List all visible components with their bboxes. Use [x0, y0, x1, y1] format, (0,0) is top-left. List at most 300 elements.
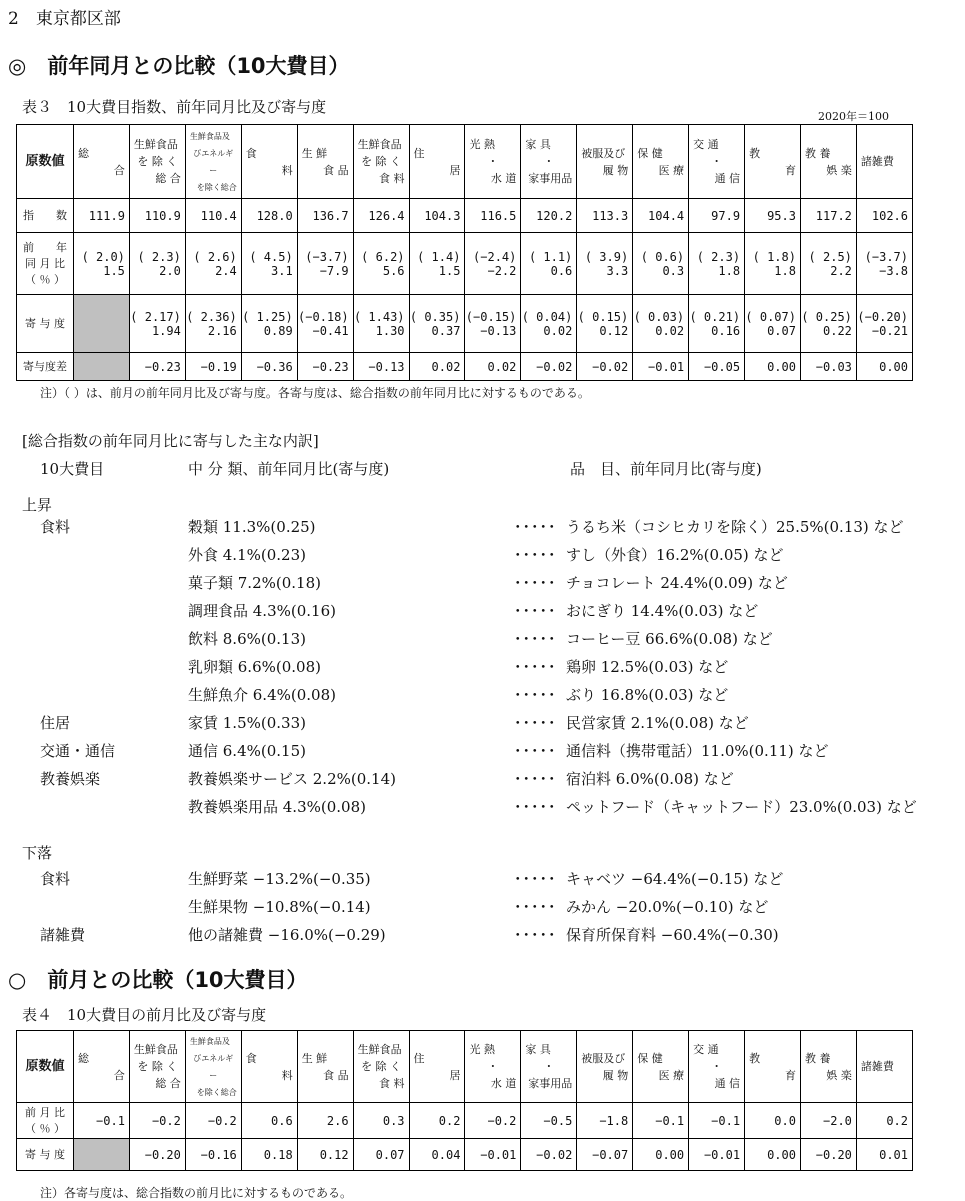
mom-contrib-label: 寄 与 度	[17, 1139, 74, 1171]
down-label: 下落	[22, 844, 53, 862]
value-cell	[353, 233, 409, 295]
header-line: を除く総合	[196, 182, 237, 192]
mid-category: 生鮮魚介 6.4%(0.08)	[188, 686, 336, 704]
header-line: 食	[245, 1051, 257, 1065]
leader-dots: ･････	[514, 714, 557, 732]
yoy-label-1: 前 年	[23, 240, 67, 254]
value-cell: −0.02	[521, 1139, 577, 1171]
header-cell	[633, 125, 689, 199]
header-line: 被服及び	[581, 146, 626, 160]
header-line: 住	[413, 146, 425, 160]
header-line: を 除 く	[137, 155, 178, 168]
header-line: 生鮮食品	[357, 1043, 402, 1056]
header-line: 育	[784, 163, 796, 177]
value-cell: 0.3	[353, 1103, 409, 1139]
mid-category: 穀類 11.3%(0.25)	[188, 518, 316, 536]
header-line: 通 信	[714, 1077, 741, 1090]
header-line: 通 信	[714, 172, 741, 185]
header-line: 家 具	[525, 1043, 551, 1056]
value-cell: −2.0	[800, 1103, 856, 1139]
prev-value: ( 0.03)	[633, 309, 685, 324]
value-cell: −0.5	[521, 1103, 577, 1139]
header-cell	[689, 1031, 745, 1103]
contrib-label: 寄 与 度	[17, 295, 74, 353]
leader-dots: ･････	[514, 926, 557, 944]
header-line: 総 合	[155, 172, 181, 185]
current-value: 5.6	[382, 263, 405, 278]
value-cell: 104.3	[409, 199, 465, 233]
header-line: ・	[487, 1060, 499, 1073]
value-cell	[74, 295, 130, 353]
leader-dots: ･････	[514, 602, 557, 620]
mid-category: 生鮮果物 −10.8%(−0.14)	[188, 898, 371, 916]
header-line: 光 熱	[469, 1043, 495, 1056]
header-line: 合	[113, 1068, 125, 1082]
value-cell	[241, 295, 297, 353]
header-line: 保 健	[637, 1051, 663, 1065]
prev-value: (−0.18)	[298, 309, 349, 324]
value-cell: 126.4	[353, 199, 409, 233]
header-line: 居	[449, 163, 461, 177]
value-cell: −0.05	[689, 353, 745, 381]
current-value: 0.02	[543, 323, 573, 338]
prev-value: ( 1.8)	[752, 249, 796, 264]
value-cell	[689, 233, 745, 295]
header-line: 生鮮食品	[357, 138, 402, 151]
breakdown-col2: 中 分 類、前年同月比(寄与度)	[188, 460, 390, 478]
header-cell	[465, 1031, 521, 1103]
value-cell: 0.01	[856, 1139, 912, 1171]
category-label: 住居	[40, 714, 71, 732]
value-cell: −0.36	[241, 353, 297, 381]
item-detail: うるち米（コシヒカリを除く）25.5%(0.13) など	[566, 518, 904, 536]
mid-category: 調理食品 4.3%(0.16)	[188, 602, 336, 620]
header-cell	[856, 1031, 912, 1103]
value-cell	[74, 353, 130, 381]
header-cell	[800, 1031, 856, 1103]
value-cell	[241, 233, 297, 295]
prev-value: ( 0.6)	[640, 249, 685, 264]
header-line: 生 鮮	[301, 1051, 328, 1065]
header-cell	[297, 125, 353, 199]
header-line: 食 品	[323, 163, 349, 177]
current-value: 0.07	[767, 323, 796, 338]
heading-mom: ○ 前月との比較（10大費目）	[8, 968, 308, 992]
table3-base-year: 2020年＝100	[818, 110, 889, 123]
header-line: びエネルギー	[193, 148, 234, 175]
mom-label-2: （ ％ ）	[25, 1121, 65, 1135]
value-cell: −0.20	[800, 1139, 856, 1171]
header-line: 家事用品	[528, 1077, 573, 1090]
value-cell: −0.16	[185, 1139, 241, 1171]
value-cell: 95.3	[745, 199, 801, 233]
header-line: 水 道	[490, 172, 517, 185]
value-cell: 0.02	[465, 353, 521, 381]
header-line: 家 具	[525, 138, 551, 151]
category-label: 諸雑費	[40, 926, 86, 944]
category-label: 教養娯楽	[40, 770, 101, 788]
header-line: 生 鮮	[301, 146, 328, 160]
prev-value: (−2.4)	[473, 249, 517, 264]
table4-note: 注）各寄与度は、総合指数の前月比に対するものである。	[40, 1186, 353, 1200]
header-line: 食 料	[379, 172, 405, 185]
item-detail: みかん −20.0%(−0.10) など	[566, 898, 769, 916]
value-cell	[297, 233, 353, 295]
header-cell	[129, 1031, 185, 1103]
value-cell: 0.12	[297, 1139, 353, 1171]
header-cell	[856, 125, 912, 199]
current-value: 1.94	[151, 323, 181, 338]
value-cell: −0.23	[297, 353, 353, 381]
header-cell	[521, 125, 577, 199]
leader-dots: ･････	[514, 770, 557, 788]
value-cell: −0.03	[800, 353, 856, 381]
value-cell: −0.2	[185, 1103, 241, 1139]
header-line: を 除 く	[137, 1060, 178, 1073]
current-value: 3.1	[271, 263, 293, 278]
value-cell: 110.9	[129, 199, 185, 233]
header-line: 生鮮食品	[133, 138, 178, 151]
header-cell	[800, 125, 856, 199]
category-label: 交通・通信	[40, 742, 116, 760]
header-cell	[409, 1031, 465, 1103]
table4-caption: 表４ 10大費目の前月比及び寄与度	[22, 1006, 267, 1024]
header-cell	[74, 1031, 130, 1103]
value-cell: 128.0	[241, 199, 297, 233]
prev-value: ( 6.2)	[361, 249, 405, 264]
value-cell: −0.2	[465, 1103, 521, 1139]
heading-yoy: ◎ 前年同月との比較（10大費目）	[8, 54, 350, 78]
table3-caption: 表３ 10大費目指数、前年同月比及び寄与度	[22, 98, 327, 116]
prev-value: ( 1.1)	[528, 249, 573, 264]
prev-value: ( 4.5)	[249, 249, 293, 264]
item-detail: 通信料（携帯電話）11.0%(0.11) など	[566, 742, 829, 760]
item-detail: ペットフード（キャットフード）23.0%(0.03) など	[566, 798, 917, 816]
value-cell: −0.1	[633, 1103, 689, 1139]
header-cell	[241, 125, 297, 199]
value-cell	[521, 295, 577, 353]
current-value: 0.12	[599, 323, 629, 338]
current-value: 1.5	[438, 263, 461, 278]
header-line: 総	[78, 1051, 89, 1065]
table3-note: 注）（ ）は、前月の前年同月比及び寄与度。各寄与度は、総合指数の前年同月比に対するものである。	[40, 386, 590, 400]
leader-dots: ･････	[514, 518, 557, 536]
header-line: 食 品	[323, 1068, 349, 1082]
header-cell	[409, 125, 465, 199]
header-cell	[521, 1031, 577, 1103]
prev-value: (−0.20)	[857, 309, 908, 324]
value-cell: −0.23	[129, 353, 185, 381]
leader-dots: ･････	[514, 658, 557, 676]
header-line: 医 療	[658, 1068, 685, 1082]
item-detail: コーヒー豆 66.6%(0.08) など	[566, 630, 773, 648]
value-cell: 104.4	[633, 199, 689, 233]
header-line: 被服及び	[581, 1051, 626, 1065]
value-cell	[633, 295, 689, 353]
current-value: 1.5	[103, 263, 125, 278]
header-cell	[129, 125, 185, 199]
leader-dots: ･････	[514, 546, 557, 564]
mid-category: 教養娯楽サービス 2.2%(0.14)	[188, 770, 396, 788]
header-line: 教 養	[804, 146, 831, 160]
breakdown-col1: 10大費目	[40, 460, 105, 478]
header-line: 諸雑費	[860, 1060, 894, 1073]
value-cell: 117.2	[800, 199, 856, 233]
prev-value: ( 1.25)	[242, 309, 293, 324]
value-cell	[129, 233, 185, 295]
header-cell	[633, 1031, 689, 1103]
value-cell	[745, 295, 801, 353]
prev-value: ( 0.04)	[521, 309, 573, 324]
current-value: −3.8	[879, 263, 908, 278]
prev-value: ( 2.3)	[137, 249, 181, 264]
breakdown-col3: 品 目、前年同月比(寄与度)	[570, 460, 762, 478]
value-cell: −0.07	[577, 1139, 633, 1171]
current-value: −7.9	[319, 263, 349, 278]
diff-label: 寄与度差	[17, 353, 74, 381]
value-cell	[800, 233, 856, 295]
mid-category: 生鮮野菜 −13.2%(−0.35)	[188, 870, 371, 888]
header-line: を 除 く	[361, 155, 402, 168]
current-value: 3.3	[606, 263, 629, 278]
header-line: 交 通	[693, 138, 719, 151]
item-detail: 宿泊料 6.0%(0.08) など	[566, 770, 734, 788]
value-cell: 113.3	[577, 199, 633, 233]
header-line: 生鮮食品及	[189, 1036, 230, 1046]
value-cell: −0.1	[689, 1103, 745, 1139]
header-line: ・	[711, 155, 723, 168]
current-value: 2.16	[207, 323, 237, 338]
value-cell	[633, 233, 689, 295]
prev-value: ( 0.15)	[577, 309, 629, 324]
header-line: 娯 楽	[826, 163, 852, 177]
value-cell: 0.00	[856, 353, 912, 381]
header-line: 水 道	[490, 1077, 517, 1090]
value-cell	[465, 295, 521, 353]
current-value: −0.41	[312, 323, 349, 338]
header-cell	[465, 125, 521, 199]
value-cell: 97.9	[689, 199, 745, 233]
value-cell: −0.02	[577, 353, 633, 381]
current-value: 1.8	[718, 263, 741, 278]
current-value: 0.3	[662, 263, 685, 278]
value-cell: 0.04	[409, 1139, 465, 1171]
header-cell	[185, 1031, 241, 1103]
header-cell	[745, 125, 801, 199]
value-cell: −0.01	[465, 1139, 521, 1171]
leader-dots: ･････	[514, 742, 557, 760]
value-cell	[577, 295, 633, 353]
item-detail: ぶり 16.8%(0.03) など	[566, 686, 729, 704]
value-cell: 0.2	[856, 1103, 912, 1139]
header-line: 住	[413, 1051, 425, 1065]
value-cell: 2.6	[297, 1103, 353, 1139]
header-line: 育	[784, 1068, 796, 1082]
header-line: ・	[487, 155, 499, 168]
value-cell: 111.9	[74, 199, 130, 233]
value-cell: −1.8	[577, 1103, 633, 1139]
value-cell	[74, 1139, 130, 1171]
header-line: 料	[281, 1068, 293, 1082]
current-value: 1.8	[774, 263, 796, 278]
leader-dots: ･････	[514, 870, 557, 888]
value-cell	[409, 295, 465, 353]
header-line: 食 料	[379, 1077, 405, 1090]
value-cell	[74, 233, 130, 295]
value-cell: −0.20	[129, 1139, 185, 1171]
header-cell	[297, 1031, 353, 1103]
mid-category: 他の諸雑費 −16.0%(−0.29)	[188, 926, 386, 944]
header-line: 教	[749, 146, 761, 160]
category-label: 食料	[40, 870, 71, 888]
current-value: 0.6	[550, 263, 573, 278]
header-line: 教	[749, 1051, 761, 1065]
prev-value: ( 0.07)	[745, 309, 796, 324]
value-cell: −0.01	[689, 1139, 745, 1171]
value-cell: 0.0	[745, 1103, 801, 1139]
mid-category: 外食 4.1%(0.23)	[188, 546, 306, 564]
header-cell	[353, 125, 409, 199]
item-detail: すし（外食）16.2%(0.05) など	[566, 546, 784, 564]
table4	[16, 1030, 913, 1171]
mom-label	[17, 1103, 74, 1139]
prev-value: (−0.15)	[465, 309, 517, 324]
prev-value: ( 2.0)	[81, 249, 125, 264]
current-value: 1.30	[375, 323, 405, 338]
header-line: ・	[711, 1060, 723, 1073]
current-value: −0.21	[871, 323, 908, 338]
header-line: 居	[449, 1068, 461, 1082]
header-cell	[241, 1031, 297, 1103]
header-line: 教 養	[804, 1051, 831, 1065]
prev-value: ( 3.9)	[584, 249, 629, 264]
current-value: 0.22	[823, 323, 852, 338]
prev-value: ( 0.35)	[409, 309, 461, 324]
value-cell: −0.2	[129, 1103, 185, 1139]
value-cell: 0.18	[241, 1139, 297, 1171]
mid-category: 菓子類 7.2%(0.18)	[188, 574, 321, 592]
value-cell: −0.13	[353, 353, 409, 381]
leader-dots: ･････	[514, 574, 557, 592]
value-cell	[185, 295, 241, 353]
current-value: 0.89	[263, 323, 293, 338]
table3-row-header: 原数値	[17, 125, 74, 199]
breakdown-title: [総合指数の前年同月比に寄与した主な内訳]	[22, 432, 319, 450]
value-cell	[689, 295, 745, 353]
value-cell	[521, 233, 577, 295]
value-cell: 0.00	[745, 1139, 801, 1171]
prev-value: ( 2.6)	[193, 249, 237, 264]
value-cell	[353, 295, 409, 353]
value-cell: 116.5	[465, 199, 521, 233]
leader-dots: ･････	[514, 630, 557, 648]
item-detail: 鶏卵 12.5%(0.03) など	[566, 658, 729, 676]
mid-category: 家賃 1.5%(0.33)	[188, 714, 306, 732]
prev-value: ( 0.21)	[689, 309, 741, 324]
header-line: を 除 く	[361, 1060, 402, 1073]
header-line: 料	[281, 163, 293, 177]
value-cell: 0.07	[353, 1139, 409, 1171]
header-line: 履 物	[602, 1068, 629, 1082]
item-detail: 民営家賃 2.1%(0.08) など	[566, 714, 749, 732]
current-value: 2.2	[830, 263, 852, 278]
item-detail: おにぎり 14.4%(0.03) など	[566, 602, 759, 620]
current-value: 0.16	[711, 323, 741, 338]
value-cell: −0.1	[74, 1103, 130, 1139]
mid-category: 通信 6.4%(0.15)	[188, 742, 306, 760]
current-value: 0.02	[655, 323, 685, 338]
header-line: 履 物	[602, 163, 629, 177]
value-cell	[465, 233, 521, 295]
value-cell: −0.02	[521, 353, 577, 381]
current-value: 2.4	[215, 263, 237, 278]
value-cell	[185, 233, 241, 295]
item-detail: 保育所保育料 −60.4%(−0.30)	[566, 926, 779, 944]
header-line: 総	[78, 146, 89, 160]
mid-category: 乳卵類 6.6%(0.08)	[188, 658, 321, 676]
header-cell	[689, 125, 745, 199]
header-cell	[74, 125, 130, 199]
leader-dots: ･････	[514, 686, 557, 704]
yoy-label-2: 同 月 比	[25, 256, 65, 270]
leader-dots: ･････	[514, 898, 557, 916]
value-cell: 136.7	[297, 199, 353, 233]
header-line: を除く総合	[196, 1087, 237, 1097]
header-cell	[577, 1031, 633, 1103]
current-value: 0.37	[431, 323, 461, 338]
header-line: 家事用品	[528, 172, 573, 185]
leader-dots: ･････	[514, 798, 557, 816]
value-cell: 120.2	[521, 199, 577, 233]
header-line: 諸雑費	[860, 155, 894, 168]
category-label: 食料	[40, 518, 71, 536]
prev-value: ( 2.36)	[186, 309, 237, 324]
mom-label-1: 前 月 比	[25, 1105, 65, 1119]
value-cell	[800, 295, 856, 353]
current-value: −2.2	[487, 263, 517, 278]
current-value: 2.0	[159, 263, 181, 278]
mid-category: 飲料 8.6%(0.13)	[188, 630, 306, 648]
value-cell	[856, 233, 912, 295]
header-line: 合	[113, 163, 125, 177]
value-cell: 0.00	[745, 353, 801, 381]
header-line: ・	[543, 155, 555, 168]
header-line: 保 健	[637, 146, 663, 160]
up-label: 上昇	[22, 496, 53, 514]
value-cell: 110.4	[185, 199, 241, 233]
header-line: 交 通	[693, 1043, 719, 1056]
prev-value: (−3.7)	[864, 249, 908, 264]
header-cell	[185, 125, 241, 199]
table4-row-header: 原数値	[17, 1031, 74, 1103]
value-cell: 0.6	[241, 1103, 297, 1139]
value-cell	[129, 295, 185, 353]
prev-value: (−3.7)	[305, 249, 349, 264]
item-detail: キャベツ −64.4%(−0.15) など	[566, 870, 784, 888]
prev-value: ( 1.4)	[417, 249, 461, 264]
value-cell: −0.19	[185, 353, 241, 381]
yoy-label	[17, 233, 74, 295]
header-cell	[745, 1031, 801, 1103]
mid-category: 教養娯楽用品 4.3%(0.08)	[188, 798, 366, 816]
value-cell: 0.02	[409, 353, 465, 381]
header-line: 総 合	[155, 1077, 181, 1090]
prev-value: ( 1.43)	[353, 309, 405, 324]
yoy-label-3: （ ％ ）	[25, 272, 65, 286]
header-line: 医 療	[658, 163, 685, 177]
index-label: 指 数	[17, 199, 74, 233]
value-cell: 0.2	[409, 1103, 465, 1139]
